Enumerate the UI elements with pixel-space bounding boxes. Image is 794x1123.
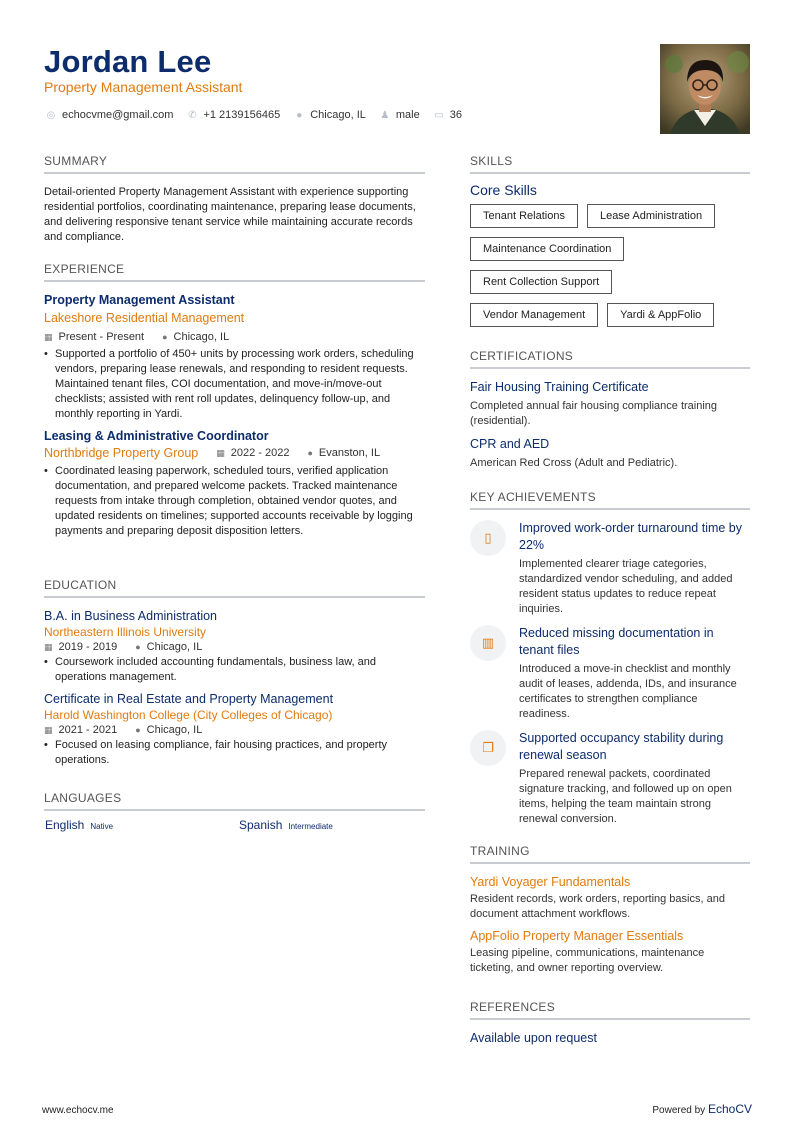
location-icon: ● bbox=[162, 332, 168, 342]
skills-section bbox=[470, 154, 750, 336]
skill-chip: Yardi & AppFolio bbox=[607, 303, 714, 327]
education-meta bbox=[44, 724, 425, 736]
certifications-heading: CERTIFICATIONS bbox=[470, 349, 750, 369]
phone-icon: ▯ bbox=[470, 520, 506, 556]
language-level: Intermediate bbox=[288, 822, 333, 831]
contact-bar bbox=[46, 109, 476, 121]
education-bullet: • Coursework included accounting fundamentals, business law, and operations management. bbox=[44, 655, 425, 685]
achievement-desc: Introduced a move-in checklist and monthly audit of leases, addenda, IDs, and insurance certificates to strengthen compliance readiness. bbox=[519, 663, 737, 720]
documents-icon: ❐ bbox=[470, 730, 506, 766]
education-school: Harold Washington College (City Colleges of Chicago) bbox=[44, 708, 333, 722]
summary-text: Detail-oriented Property Management Assistant with experience supporting residential portfolios, coordinating maintenance, preparing lease documents, and delivering responsive tenant service while maintaining accurate records and compliance. bbox=[44, 186, 416, 243]
achievements-heading: KEY ACHIEVEMENTS bbox=[470, 490, 750, 510]
job-title: Property Management Assistant bbox=[44, 293, 235, 307]
skills-subheading: Core Skills bbox=[470, 182, 537, 198]
training-desc: Leasing pipeline, communications, maintenance ticketing, and owner reporting overview. bbox=[470, 947, 705, 974]
achievement-entry bbox=[470, 730, 750, 827]
contact-age-text: 36 bbox=[449, 109, 462, 121]
education-meta bbox=[44, 641, 425, 653]
education-heading: EDUCATION bbox=[44, 578, 425, 598]
location-icon: ● bbox=[135, 725, 141, 735]
calendar-icon: ▭ bbox=[433, 109, 444, 121]
location-icon: ● bbox=[307, 448, 313, 458]
languages-section bbox=[44, 791, 425, 819]
training-entry bbox=[470, 929, 750, 976]
certification-desc: American Red Cross (Adult and Pediatric). bbox=[470, 457, 678, 469]
experience-section bbox=[44, 262, 425, 539]
achievement-desc: Implemented clearer triage categories, standardized vendor scheduling, and added resident status updates to reduce repeat inquiries. bbox=[519, 558, 733, 615]
languages-heading: LANGUAGES bbox=[44, 791, 425, 811]
skill-chip: Tenant Relations bbox=[470, 204, 578, 228]
job-location: Evanston, IL bbox=[318, 447, 381, 459]
contact-gender bbox=[380, 109, 420, 121]
location-icon: ● bbox=[135, 642, 141, 652]
references-text: Available upon request bbox=[470, 1031, 597, 1045]
skill-chip: Rent Collection Support bbox=[470, 270, 612, 294]
certification-title: Fair Housing Training Certificate bbox=[470, 380, 649, 394]
education-bullet-text: Coursework included accounting fundamentals, business law, and operations management. bbox=[55, 656, 377, 683]
contact-email-text: echocvme@gmail.com bbox=[62, 109, 174, 121]
certification-desc: Completed annual fair housing compliance training (residential). bbox=[470, 400, 718, 427]
person-icon: ♟ bbox=[380, 109, 390, 121]
achievement-entry bbox=[470, 520, 750, 617]
education-degree: Certificate in Real Estate and Property Management bbox=[44, 692, 334, 706]
contact-phone[interactable] bbox=[187, 109, 280, 121]
job-title: Leasing & Administrative Coordinator bbox=[44, 429, 269, 443]
job-meta bbox=[44, 446, 425, 460]
contact-gender-text: male bbox=[395, 109, 420, 121]
calendar-icon: ▦ bbox=[44, 724, 53, 735]
location-icon: ● bbox=[296, 109, 303, 121]
training-entry bbox=[470, 875, 750, 922]
job-dates: 2022 - 2022 bbox=[230, 447, 290, 459]
education-section bbox=[44, 578, 425, 768]
job-meta bbox=[44, 331, 425, 343]
contact-age bbox=[434, 109, 462, 121]
skills-heading: SKILLS bbox=[470, 154, 750, 174]
summary-section bbox=[44, 154, 425, 245]
summary-heading: SUMMARY bbox=[44, 154, 425, 174]
certification-entry bbox=[470, 380, 750, 429]
skills-list bbox=[470, 204, 750, 336]
calendar-icon: ▦ bbox=[44, 331, 53, 342]
footer-powered-by[interactable] bbox=[652, 1102, 752, 1116]
language-name: Spanish bbox=[239, 818, 283, 832]
certifications-section bbox=[470, 349, 750, 471]
experience-heading: EXPERIENCE bbox=[44, 262, 425, 282]
language-name: English bbox=[45, 818, 85, 832]
references-heading: REFERENCES bbox=[470, 1000, 750, 1020]
achievement-title: Supported occupancy stability during renewal season bbox=[519, 731, 724, 762]
contact-phone-text: +1 2139156465 bbox=[203, 109, 281, 121]
skill-chip: Lease Administration bbox=[587, 204, 715, 228]
footer-powered-prefix: Powered by bbox=[652, 1105, 706, 1116]
skill-chip: Maintenance Coordination bbox=[470, 237, 624, 261]
candidate-name: Jordan Lee bbox=[44, 44, 212, 79]
chart-icon: ▥ bbox=[470, 625, 506, 661]
education-location: Chicago, IL bbox=[146, 641, 203, 653]
training-section bbox=[470, 844, 750, 976]
training-desc: Resident records, work orders, reporting basics, and document attachment workflows. bbox=[470, 893, 725, 920]
education-bullet-text: Focused on leasing compliance, fair housing practices, and property operations. bbox=[55, 739, 388, 766]
job-bullet-text: Supported a portfolio of 450+ units by processing work orders, scheduling vendors, preparing lease renewals, and responding to resident requests. Maintained tenant files, COI documentation, and move-in/move-out checklists; assisted with rent roll updates, delinquency follow-up, and monthly reporting in Yardi. bbox=[55, 348, 414, 420]
achievement-entry bbox=[470, 625, 750, 722]
education-entry bbox=[44, 692, 425, 768]
achievement-title: Improved work-order turnaround time by 22% bbox=[519, 521, 743, 552]
contact-location bbox=[294, 109, 366, 121]
job-entry bbox=[44, 429, 425, 539]
job-bullet-text: Coordinated leasing paperwork, scheduled tours, verified application documentation, and prepared welcome packets. Tracked maintenance requests from intake through completion, obtained vendor quotes, and updated residents on timelines; supported accounts receivable by logging payments and preparing deposit disposition letters. bbox=[55, 465, 413, 537]
contact-location-text: Chicago, IL bbox=[310, 109, 366, 121]
education-dates: 2021 - 2021 bbox=[58, 724, 118, 736]
achievement-title: Reduced missing documentation in tenant files bbox=[519, 626, 714, 657]
job-bullet: • Coordinated leasing paperwork, scheduled tours, verified application documentation, and prepared welcome packets. Tracked maintenance requests from intake through completion, obtained vendor quotes, and updated residents on timelines; supported accounts receivable by logging payments and preparing deposit disposition letters. bbox=[44, 464, 425, 539]
avatar bbox=[660, 44, 750, 134]
job-entry bbox=[44, 293, 425, 422]
job-company: Northbridge Property Group bbox=[44, 446, 199, 460]
job-company: Lakeshore Residential Management bbox=[44, 311, 245, 325]
training-title: Yardi Voyager Fundamentals bbox=[470, 875, 631, 889]
job-dates: Present - Present bbox=[58, 331, 145, 343]
achievement-desc: Prepared renewal packets, coordinated signature tracking, and followed up on open items, helping the team maintain strong renewal conversion. bbox=[519, 768, 732, 825]
language-level: Native bbox=[90, 822, 114, 831]
education-bullet: • Focused on leasing compliance, fair housing practices, and property operations. bbox=[44, 738, 425, 768]
footer-website[interactable]: www.echocv.me bbox=[42, 1105, 114, 1116]
certification-entry bbox=[470, 437, 750, 471]
training-title: AppFolio Property Manager Essentials bbox=[470, 929, 684, 943]
skill-chip: Vendor Management bbox=[470, 303, 598, 327]
phone-icon: ✆ bbox=[188, 109, 197, 121]
references-section bbox=[470, 1000, 750, 1045]
language-item bbox=[45, 818, 114, 832]
education-school: Northeastern Illinois University bbox=[44, 625, 207, 639]
job-location: Chicago, IL bbox=[173, 331, 230, 343]
education-degree: B.A. in Business Administration bbox=[44, 609, 217, 623]
job-bullet: • Supported a portfolio of 450+ units by processing work orders, scheduling vendors, preparing lease renewals, and responding to resident requests. Maintained tenant files, COI documentation, and move-in/move-out checklists; assisted with rent roll updates, delinquency follow-up, and monthly reporting in Yardi. bbox=[44, 347, 425, 422]
education-entry bbox=[44, 609, 425, 685]
email-icon: ◎ bbox=[46, 109, 56, 121]
calendar-icon: ▦ bbox=[44, 641, 53, 652]
certification-title: CPR and AED bbox=[470, 437, 550, 451]
contact-email[interactable] bbox=[46, 109, 173, 121]
calendar-icon: ▦ bbox=[216, 447, 225, 458]
achievements-section bbox=[470, 490, 750, 835]
language-item bbox=[239, 818, 333, 832]
training-heading: TRAINING bbox=[470, 844, 750, 864]
footer-brand: EchoCV bbox=[707, 1102, 752, 1116]
education-dates: 2019 - 2019 bbox=[58, 641, 118, 653]
candidate-role: Property Management Assistant bbox=[44, 79, 243, 95]
education-location: Chicago, IL bbox=[146, 724, 203, 736]
